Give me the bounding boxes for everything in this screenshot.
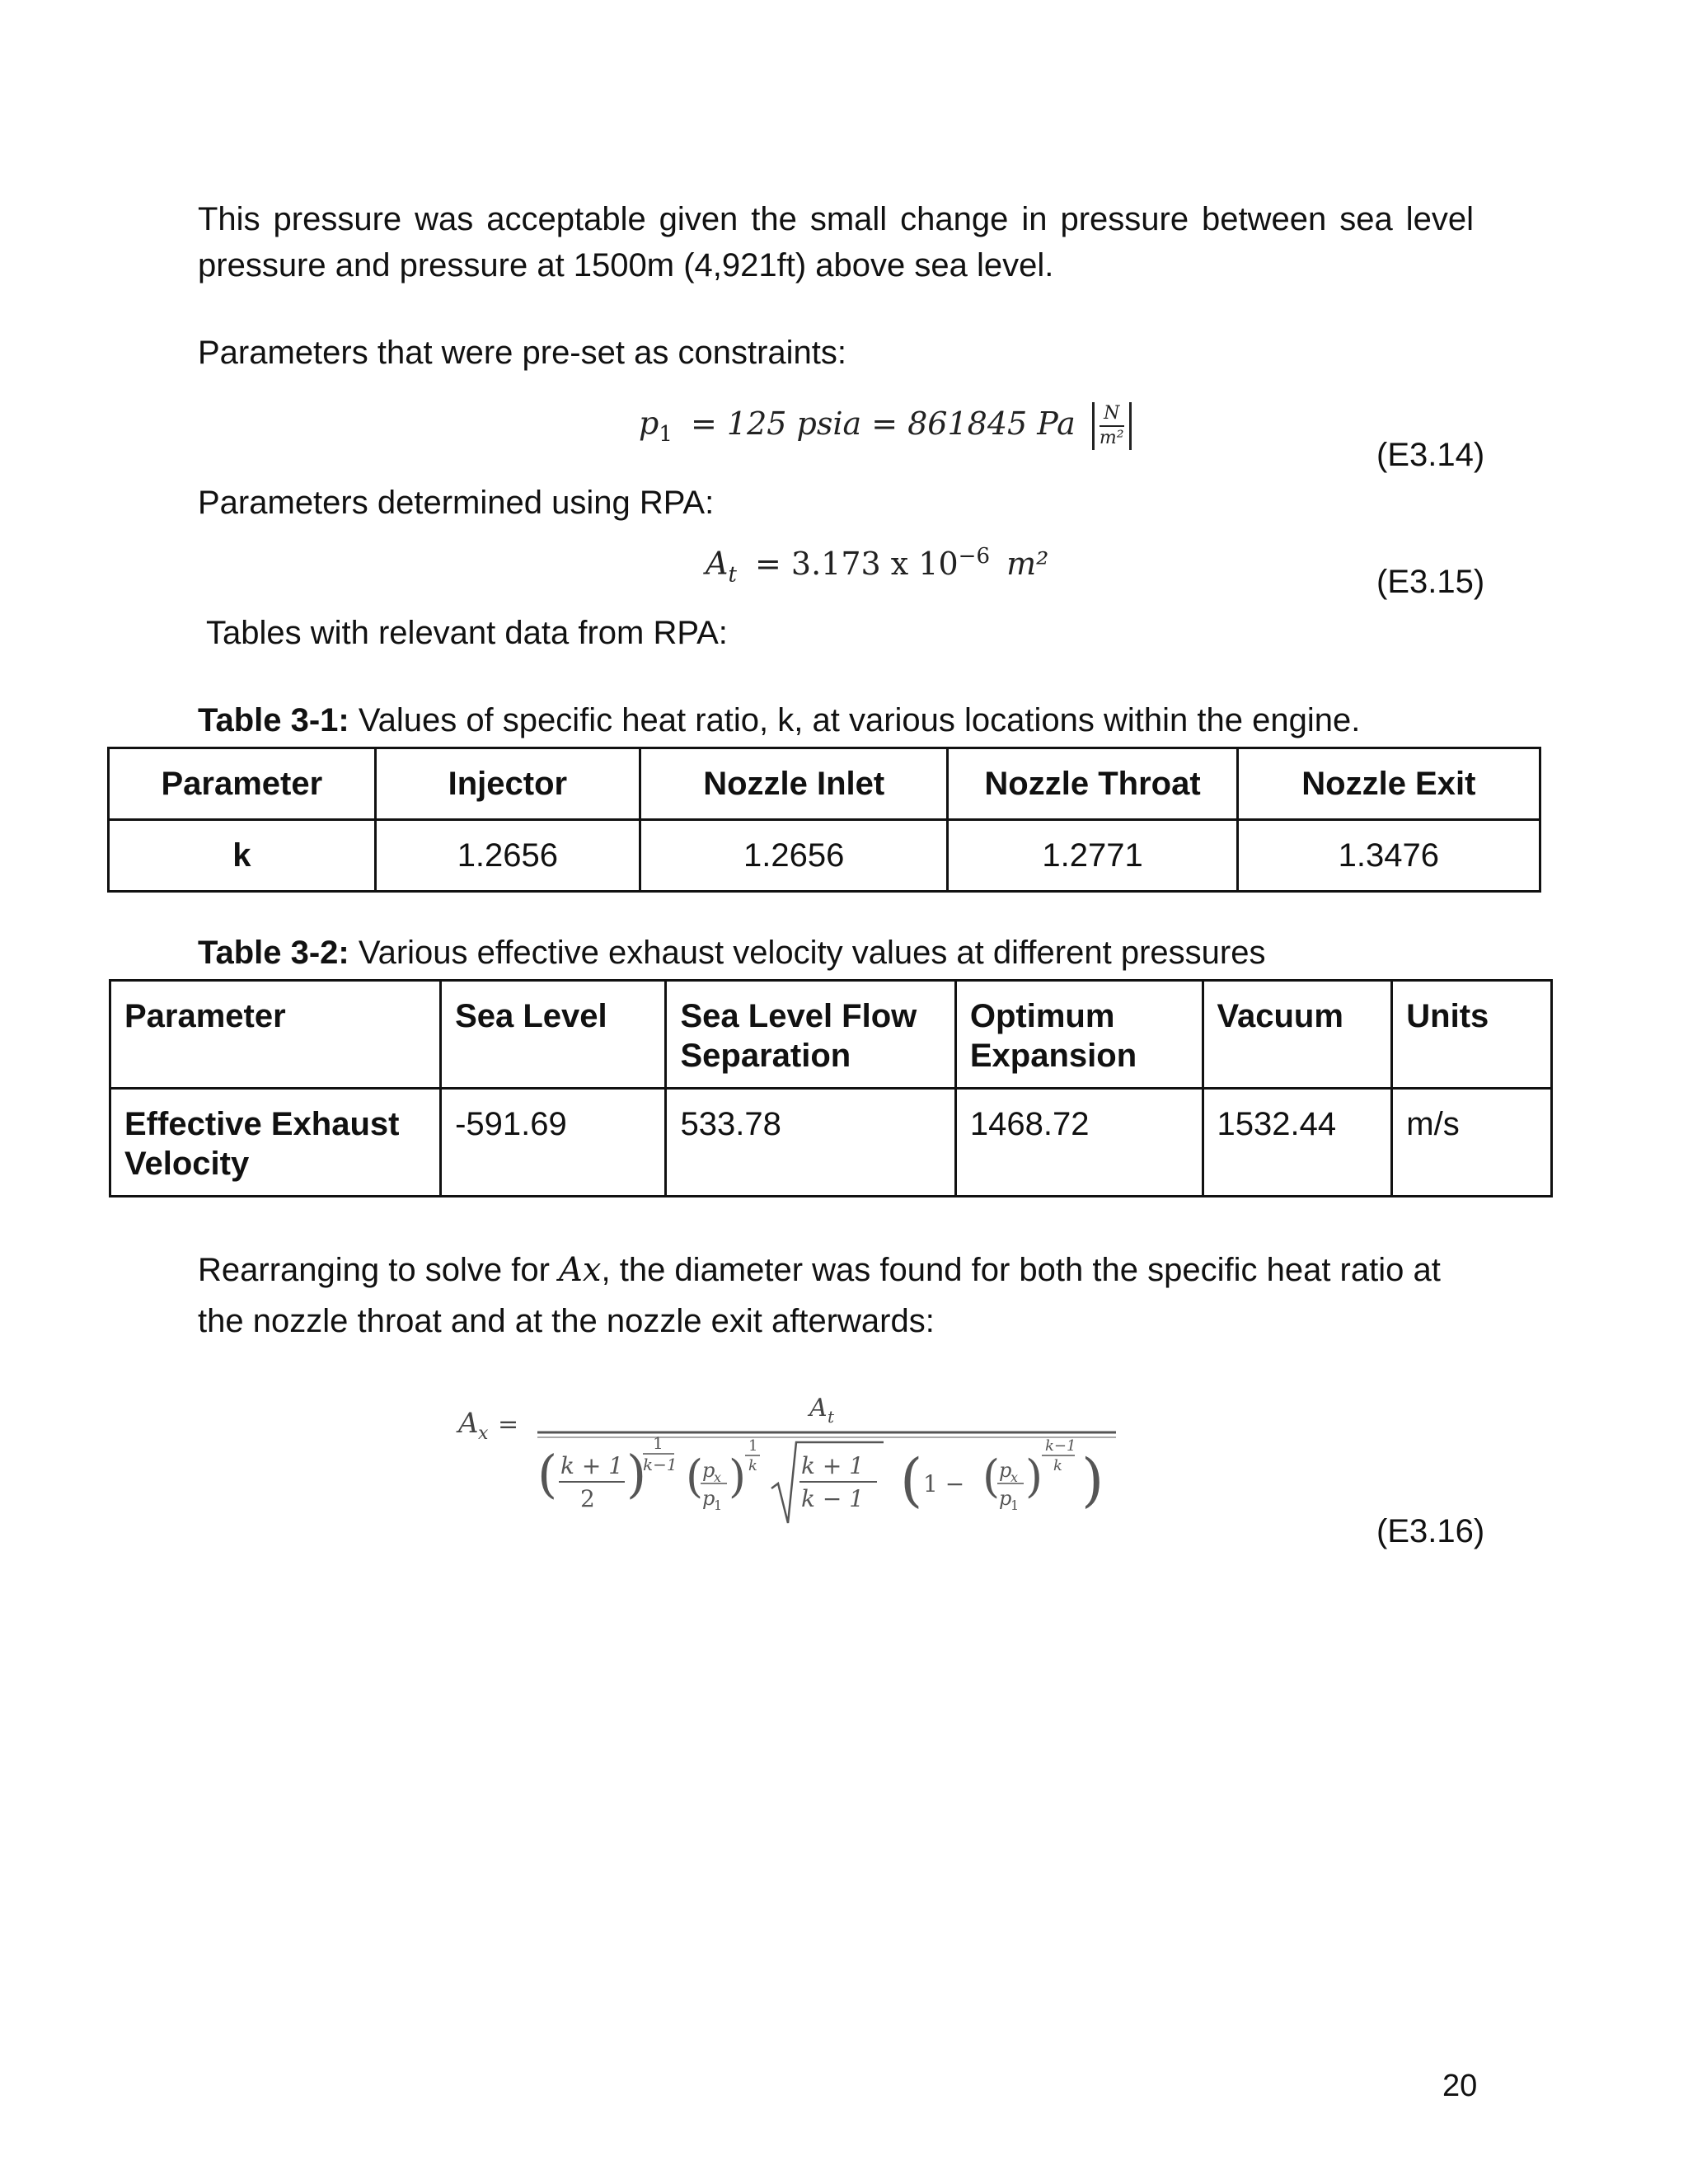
- table2-header-row: [110, 981, 1552, 1089]
- table1-header-cell: Nozzle Exit: [1237, 748, 1540, 820]
- equation-number-e3-14: (E3.14): [1376, 437, 1485, 473]
- table1-cell: 1.2656: [375, 820, 640, 892]
- eq314-unit-den: m²: [1099, 428, 1124, 448]
- eq314-unit-num: N: [1100, 402, 1124, 427]
- eq314-unit-bracket: [1092, 402, 1132, 450]
- table1-caption: [198, 702, 1360, 739]
- table1-caption-text: Values of specific heat ratio, k, at various locations within the engine.: [349, 702, 1361, 738]
- svg-text:k − 1: k − 1: [801, 1485, 865, 1512]
- table2-header-cell: Parameter: [110, 981, 441, 1089]
- svg-text:): ): [729, 1451, 747, 1502]
- svg-text:(: (: [900, 1446, 923, 1514]
- svg-text:(: (: [686, 1451, 704, 1502]
- equation-e3-15: [706, 544, 1048, 587]
- svg-text:k + 1: k + 1: [801, 1452, 865, 1479]
- eq315-rhs: = 3.173 x 10: [755, 545, 959, 582]
- table1-caption-label: Table 3-1:: [198, 702, 349, 738]
- table2-header-cell: Vacuum: [1203, 981, 1392, 1089]
- table1-cell: 1.2771: [948, 820, 1237, 892]
- svg-text:k−1: k−1: [643, 1455, 678, 1474]
- eq314-lhs-sub: 1: [659, 422, 673, 448]
- table2-header-cell: Sea Level Flow Separation: [666, 981, 955, 1089]
- table1-row-label: k: [109, 820, 376, 892]
- svg-text:p: p: [702, 1459, 715, 1482]
- table2-caption: [198, 935, 1265, 972]
- table1-cell: 1.2656: [640, 820, 948, 892]
- svg-text:p: p: [999, 1459, 1012, 1482]
- equation-number-e3-15: (E3.15): [1376, 564, 1485, 600]
- table2-cell: -591.69: [441, 1089, 666, 1197]
- eq315-lhs-sub: t: [728, 562, 737, 588]
- table2-cell: 1532.44: [1203, 1089, 1392, 1197]
- paragraph-preset-constraints: Parameters that were pre-set as constraints:: [198, 335, 846, 371]
- table2-cell: m/s: [1392, 1089, 1552, 1197]
- svg-text:): ): [1081, 1446, 1104, 1514]
- svg-text:(: (: [537, 1444, 558, 1504]
- svg-text:1 −: 1 −: [923, 1470, 965, 1497]
- paragraph-rearranging-start: Rearranging to solve for: [198, 1252, 550, 1288]
- svg-text:2: 2: [580, 1485, 595, 1512]
- table2-header-cell: Units: [1392, 981, 1552, 1089]
- table-row: [109, 820, 1540, 892]
- page-number: 20: [1442, 2069, 1478, 2103]
- table1-header-row: [109, 748, 1540, 820]
- svg-text:=: =: [498, 1410, 519, 1439]
- svg-text:(: (: [982, 1451, 1001, 1502]
- eq314-rhs: = 125 psia = 861845 Pa: [690, 405, 1076, 442]
- eq315-exp: −6: [958, 544, 990, 569]
- paragraph-rearranging-end: , the diameter was found for both the specific heat ratio at the nozzle throat and at the nozzle exit afterwards:: [198, 1252, 1441, 1339]
- svg-text:1: 1: [748, 1437, 758, 1455]
- table-specific-heat-ratio: [107, 747, 1541, 893]
- paragraph-rpa-parameters: Parameters determined using RPA:: [198, 485, 715, 521]
- svg-text:): ): [1025, 1451, 1043, 1502]
- svg-text:1: 1: [714, 1497, 723, 1513]
- eq315-unit: m²: [1006, 545, 1049, 582]
- svg-text:1: 1: [1010, 1497, 1020, 1513]
- equation-e3-16: [455, 1391, 1123, 1540]
- table2-caption-text: Various effective exhaust velocity values at different pressures: [349, 935, 1266, 971]
- table2-row-label: Effective Exhaust Velocity: [110, 1089, 441, 1197]
- eq315-lhs: A: [706, 545, 729, 582]
- svg-text:): ): [626, 1444, 647, 1504]
- paragraph-pressure-acceptable: This pressure was acceptable given the small change in pressure between sea level pressure and pressure at 1500m (4,921ft) above sea level.: [198, 201, 1474, 284]
- table-exhaust-velocity: [109, 979, 1553, 1197]
- table1-header-cell: Nozzle Throat: [948, 748, 1237, 820]
- table-row: [110, 1089, 1552, 1197]
- svg-text:k: k: [1053, 1457, 1062, 1474]
- svg-text:x: x: [1010, 1469, 1019, 1485]
- variable-ax: Ax: [559, 1251, 602, 1289]
- table2-cell: 533.78: [666, 1089, 955, 1197]
- svg-text:p: p: [999, 1487, 1012, 1510]
- table1-header-cell: Parameter: [109, 748, 376, 820]
- table1-header-cell: Injector: [375, 748, 640, 820]
- eq316-num-sub: t: [828, 1407, 835, 1427]
- equation-e3-14: [639, 402, 1132, 450]
- paragraph-rearranging: [198, 1244, 1474, 1347]
- eq316-lhs-sub: x: [478, 1423, 489, 1444]
- eq316-num: A: [809, 1394, 828, 1422]
- svg-text:p: p: [702, 1487, 715, 1510]
- svg-text:1: 1: [653, 1433, 663, 1453]
- eq316-lhs: A: [458, 1407, 479, 1440]
- paragraph-tables-intro: Tables with relevant data from RPA:: [206, 615, 728, 651]
- table1-cell: 1.3476: [1237, 820, 1540, 892]
- svg-text:x: x: [714, 1469, 722, 1485]
- table1-header-cell: Nozzle Inlet: [640, 748, 948, 820]
- svg-text:k + 1: k + 1: [560, 1452, 624, 1479]
- svg-text:k−1: k−1: [1045, 1437, 1076, 1455]
- table2-caption-label: Table 3-2:: [198, 935, 349, 971]
- table2-header-cell: Optimum Expansion: [955, 981, 1203, 1089]
- table2-cell: 1468.72: [955, 1089, 1203, 1197]
- equation-number-e3-16: (E3.16): [1376, 1513, 1485, 1549]
- eq314-lhs: p: [639, 405, 659, 442]
- table2-header-cell: Sea Level: [441, 981, 666, 1089]
- svg-text:k: k: [748, 1457, 757, 1474]
- equation-e3-16-graphic: [455, 1391, 1123, 1540]
